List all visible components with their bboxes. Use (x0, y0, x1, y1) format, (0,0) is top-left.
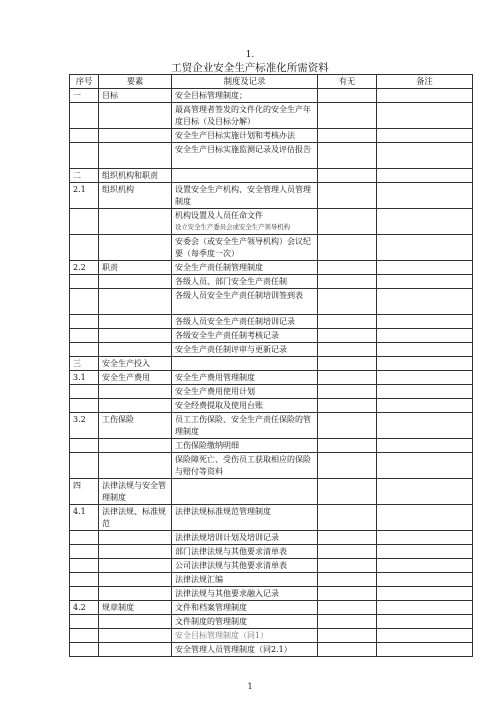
remark-cell (377, 371, 473, 385)
element-cell (99, 531, 172, 545)
table-body (70, 89, 473, 657)
table-row (70, 629, 473, 643)
has-cell (318, 479, 377, 505)
has-cell (318, 643, 377, 657)
has-cell (318, 89, 377, 103)
serial-cell: 4.2 (70, 601, 99, 615)
header-remark: 备注 (377, 75, 473, 89)
has-cell (318, 559, 377, 573)
remark-cell (377, 615, 473, 629)
element-cell (99, 143, 172, 169)
document-cell: 安全生产费用使用计划 (172, 385, 318, 399)
has-cell (318, 329, 377, 343)
table-row (70, 413, 473, 439)
element-cell (99, 453, 172, 479)
serial-cell (70, 329, 99, 343)
table-row (70, 371, 473, 385)
has-cell (318, 343, 377, 357)
document-cell: 安全目标管理制度（同1） (172, 629, 318, 643)
serial-cell (70, 629, 99, 643)
document-cell: 安全生产目标实施计划和考核办法 (172, 129, 318, 143)
remark-cell (377, 479, 473, 505)
document-cell: 法律法规标准规范管理制度 (172, 505, 318, 531)
document-subtext: 设立安全生产委员会或安全生产领导机构 (175, 222, 291, 231)
has-cell (318, 103, 377, 129)
table-header-row (70, 75, 473, 89)
remark-cell (377, 315, 473, 329)
table-row (70, 103, 473, 129)
header-serial: 序号 (70, 75, 99, 89)
header-element: 要素 (99, 75, 172, 89)
serial-cell (70, 385, 99, 399)
document-cell: 安全生产目标实施监测记录及评估报告 (172, 143, 318, 169)
serial-cell: 2.2 (70, 261, 99, 275)
remark-cell (377, 453, 473, 479)
serial-cell: 3.2 (70, 413, 99, 439)
has-cell (318, 587, 377, 601)
table-row (70, 643, 473, 657)
table-row (70, 275, 473, 289)
remark-cell (377, 169, 473, 183)
document-cell: 安全生产责任制管理制度 (172, 261, 318, 275)
document-title: 工贸企业安全生产标准化所需资料 (171, 62, 329, 74)
serial-cell (70, 439, 99, 453)
serial-cell (70, 103, 99, 129)
element-cell: 组织机构 (99, 183, 172, 209)
document-cell: 各级人员安全生产责任制培训记录 (172, 315, 318, 329)
remark-cell (377, 357, 473, 371)
document-cell: 安全经费提取及使用台账 (172, 399, 318, 413)
element-cell (99, 643, 172, 657)
document-cell: 工伤保险缴纳明细 (172, 439, 318, 453)
element-cell (99, 629, 172, 643)
has-cell (318, 357, 377, 371)
document-cell: 公司法律法规与其他要求清单表 (172, 559, 318, 573)
document-cell: 安全生产费用管理制度 (172, 371, 318, 385)
element-cell (99, 615, 172, 629)
serial-cell (70, 315, 99, 329)
document-cell: 设置安全生产机构、安全管理人员管理制度 (172, 183, 318, 209)
has-cell (318, 399, 377, 413)
remark-cell (377, 235, 473, 261)
has-cell (318, 545, 377, 559)
document-cell: 安全管理人员管理制度（同2.1） (172, 643, 318, 657)
serial-cell (70, 235, 99, 261)
has-cell (318, 601, 377, 615)
element-cell (99, 559, 172, 573)
has-cell (318, 315, 377, 329)
table-row (70, 183, 473, 209)
has-cell (318, 531, 377, 545)
table-row (70, 329, 473, 343)
element-cell (99, 129, 172, 143)
document-cell: 各级安全生产责任制考核记录 (172, 329, 318, 343)
table-row (70, 573, 473, 587)
remark-cell (377, 545, 473, 559)
has-cell (318, 413, 377, 439)
element-cell: 安全生产费用 (99, 371, 172, 385)
remark-cell (377, 129, 473, 143)
element-cell (99, 587, 172, 601)
has-cell (318, 385, 377, 399)
table-row (70, 343, 473, 357)
remark-cell (377, 559, 473, 573)
has-cell (318, 183, 377, 209)
remark-cell (377, 643, 473, 657)
serial-cell (70, 129, 99, 143)
element-cell: 安全生产投入 (99, 357, 172, 371)
table-row (70, 453, 473, 479)
document-cell: 法律法规培训计划及培训记录 (172, 531, 318, 545)
serial-cell (70, 453, 99, 479)
document-cell: 文件制度的管理制度 (172, 615, 318, 629)
element-cell: 法律法规、标准规范 (99, 505, 172, 531)
element-cell: 工伤保险 (99, 413, 172, 439)
element-cell: 职责 (99, 261, 172, 275)
remark-cell (377, 439, 473, 453)
remark-cell (377, 183, 473, 209)
element-cell: 目标 (99, 89, 172, 103)
table-row (70, 143, 473, 169)
has-cell (318, 371, 377, 385)
document-cell: 部门法律法规与其他要求清单表 (172, 545, 318, 559)
document-cell: 员工工伤保险、安全生产责任保险的管理制度 (172, 413, 318, 439)
element-cell (99, 315, 172, 329)
has-cell (318, 439, 377, 453)
serial-cell (70, 615, 99, 629)
remark-cell (377, 261, 473, 275)
table-row (70, 399, 473, 413)
element-cell: 规章制度 (99, 601, 172, 615)
document-cell: 文件和档案管理制度 (172, 601, 318, 615)
element-cell (99, 275, 172, 289)
remark-cell (377, 343, 473, 357)
element-cell (99, 343, 172, 357)
remark-cell (377, 399, 473, 413)
document-cell: 安全生产责任制评审与更新记录 (172, 343, 318, 357)
element-cell (99, 329, 172, 343)
serial-cell: 4.1 (70, 505, 99, 531)
document-text: 机构设置及人员任命文件 (175, 211, 263, 220)
serial-cell: 二 (70, 169, 99, 183)
has-cell (318, 505, 377, 531)
has-cell (318, 615, 377, 629)
serial-cell (70, 275, 99, 289)
serial-cell (70, 399, 99, 413)
has-cell (318, 235, 377, 261)
table-row (70, 357, 473, 371)
has-cell (318, 573, 377, 587)
table-row (70, 315, 473, 329)
document-cell (172, 209, 318, 235)
document-cell: 最高管理者签发的文件化的安全生产年度目标（及目标分解） (172, 103, 318, 129)
has-cell (318, 289, 377, 315)
remark-cell (377, 275, 473, 289)
remark-cell (377, 289, 473, 315)
element-cell (99, 385, 172, 399)
table-row (70, 385, 473, 399)
has-cell (318, 275, 377, 289)
table-row (70, 559, 473, 573)
remark-cell (377, 89, 473, 103)
document-cell (172, 479, 318, 505)
remark-cell (377, 601, 473, 615)
has-cell (318, 629, 377, 643)
serial-cell (70, 573, 99, 587)
document-number: 1. (245, 50, 255, 60)
document-cell: 法律法规与其他要求融入记录 (172, 587, 318, 601)
table-row (70, 615, 473, 629)
remark-cell (377, 143, 473, 169)
remark-cell (377, 505, 473, 531)
has-cell (318, 129, 377, 143)
serial-cell: 四 (70, 479, 99, 505)
header-document: 制度及记录 (172, 75, 318, 89)
element-cell (99, 573, 172, 587)
page-number: 1 (247, 682, 253, 691)
table-row (70, 169, 473, 183)
element-cell (99, 439, 172, 453)
element-cell: 法律法规与安全管理制度 (99, 479, 172, 505)
element-cell (99, 103, 172, 129)
table-row (70, 545, 473, 559)
remark-cell (377, 413, 473, 439)
serial-cell (70, 289, 99, 315)
element-cell (99, 235, 172, 261)
has-cell (318, 209, 377, 235)
remark-cell (377, 531, 473, 545)
table-row (70, 531, 473, 545)
remark-cell (377, 209, 473, 235)
document-cell: 安全目标管理制度； (172, 89, 318, 103)
serial-cell (70, 587, 99, 601)
table-row (70, 439, 473, 453)
serial-cell (70, 343, 99, 357)
document-cell (172, 357, 318, 371)
table-row (70, 601, 473, 615)
table-row (70, 209, 473, 235)
remark-cell (377, 385, 473, 399)
serial-cell: 一 (70, 89, 99, 103)
serial-cell (70, 545, 99, 559)
remark-cell (377, 573, 473, 587)
has-cell (318, 453, 377, 479)
table-row (70, 89, 473, 103)
remark-cell (377, 329, 473, 343)
element-cell (99, 545, 172, 559)
serial-cell: 2.1 (70, 183, 99, 209)
has-cell (318, 143, 377, 169)
serial-cell (70, 143, 99, 169)
has-cell (318, 169, 377, 183)
document-cell: 安委会（或安全生产领导机构）会议纪要（每季度一次） (172, 235, 318, 261)
table-row (70, 129, 473, 143)
serial-cell: 3.1 (70, 371, 99, 385)
table-row (70, 235, 473, 261)
document-cell: 法律法规汇编 (172, 573, 318, 587)
document-cell: 各级人员安全生产责任制培训签到表 (172, 289, 318, 315)
element-cell (99, 209, 172, 235)
element-cell: 组织机构和职责 (99, 169, 172, 183)
requirements-table (69, 74, 473, 657)
remark-cell (377, 587, 473, 601)
serial-cell (70, 531, 99, 545)
serial-cell (70, 643, 99, 657)
document-cell: 各级人员、部门安全生产责任制 (172, 275, 318, 289)
header-has: 有无 (318, 75, 377, 89)
serial-cell (70, 559, 99, 573)
remark-cell (377, 629, 473, 643)
serial-cell: 三 (70, 357, 99, 371)
has-cell (318, 261, 377, 275)
remark-cell (377, 103, 473, 129)
table-row (70, 505, 473, 531)
table-row (70, 587, 473, 601)
table-row (70, 479, 473, 505)
document-cell: 保险障死亡、受伤员工获取相应的保险与赔付等资料 (172, 453, 318, 479)
element-cell (99, 399, 172, 413)
table-row (70, 289, 473, 315)
table-row (70, 261, 473, 275)
document-cell (172, 169, 318, 183)
serial-cell (70, 209, 99, 235)
element-cell (99, 289, 172, 315)
